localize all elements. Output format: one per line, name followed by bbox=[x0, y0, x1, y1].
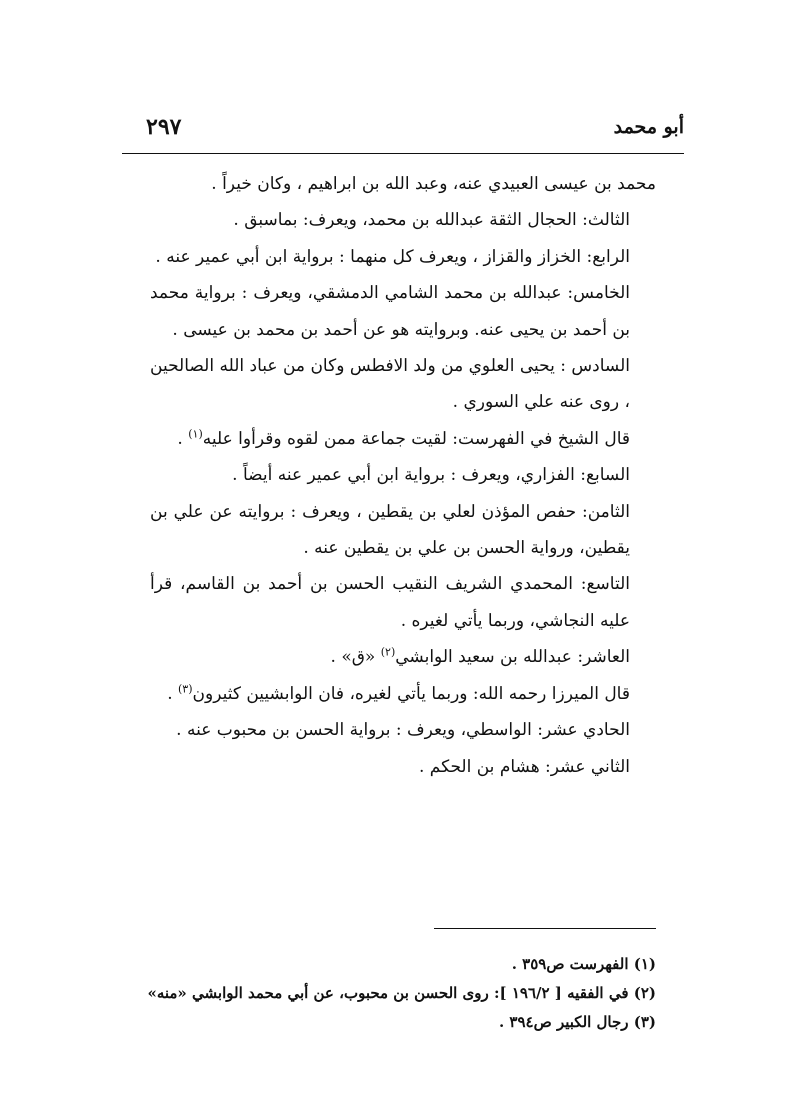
paragraph-text: الثامن: حفص المؤذن لعلي بن يقطين ، ويعرف : بروايته عن علي بن يقطين، ورواية الحسن بن علي بن يقطين عنه . bbox=[150, 501, 630, 559]
paragraph-text: محمد بن عيسى العبيدي عنه، وعبد الله بن ابراهيم ، وكان خيراً . bbox=[211, 174, 656, 194]
paragraph bbox=[150, 275, 656, 348]
paragraph-text: الحادي عشر: الواسطي، ويعرف : برواية الحسن بن محبوب عنه . bbox=[176, 720, 630, 741]
footnote-marker: (٢) bbox=[380, 645, 396, 659]
footnote: (٢) في الفقيه [ ١٩٦/٢ ]: روى الحسن بن محبوب، عن أبي محمد الوابشي «منه» bbox=[147, 984, 656, 1002]
footnote: (١) الفهرست ص٣٥٩ . bbox=[511, 955, 656, 973]
paragraph-text: الثاني عشر: هشام بن الحكم . bbox=[418, 756, 630, 777]
page-number: ٢٩٧ bbox=[146, 114, 182, 140]
paragraph bbox=[150, 348, 656, 421]
running-title: أبو محمد bbox=[613, 116, 684, 138]
paragraph-tail: . bbox=[167, 683, 178, 704]
paragraph bbox=[150, 457, 656, 493]
paragraph bbox=[150, 712, 656, 748]
paragraph-text: قال الشيخ في الفهرست: لقيت جماعة ممن لقوه وقرأوا عليه bbox=[202, 428, 630, 449]
body-text bbox=[150, 166, 656, 785]
paragraph-text: العاشر: عبدالله بن سعيد الوابشي bbox=[395, 647, 630, 668]
paragraph-text: السادس : يحيى العلوي من ولد الافطس وكان من عباد الله الصالحين ، روى عنه علي السوري . bbox=[150, 356, 630, 413]
paragraph bbox=[150, 421, 656, 457]
footnote-marker: (٣) bbox=[178, 682, 193, 696]
footnote-rule bbox=[434, 928, 656, 929]
paragraph bbox=[150, 494, 656, 567]
paragraph-tail: «ق» . bbox=[330, 647, 381, 668]
paragraph-text: الرابع: الخزاز والقزاز ، ويعرف كل منهما : برواية ابن أبي عمير عنه . bbox=[155, 246, 630, 267]
paragraph-text: التاسع: المحمدي الشريف النقيب الحسن بن أحمد بن القاسم، قرأ عليه النجاشي، وربما يأتي لغيره . bbox=[150, 574, 630, 631]
paragraph bbox=[150, 239, 656, 275]
paragraph bbox=[150, 639, 656, 675]
footnote-marker: (١) bbox=[188, 427, 203, 441]
paragraph-text: الثالث: الحجال الثقة عبدالله بن محمد، ويعرف: بماسبق . bbox=[233, 210, 630, 231]
paragraph-text: السابع: الفزاري، ويعرف : برواية ابن أبي عمير عنه أيضاً . bbox=[232, 465, 630, 486]
page-header bbox=[122, 112, 684, 152]
paragraph bbox=[150, 676, 656, 712]
footnotes bbox=[120, 950, 656, 1037]
footnote: (٣) رجال الكبير ص٣٩٤ . bbox=[498, 1013, 656, 1031]
paragraph-text: الخامس: عبدالله بن محمد الشامي الدمشقي، ويعرف : برواية محمد بن أحمد بن يحيى عنه. وبروايته هو عن أحمد بن محمد بن عيسى . bbox=[150, 283, 630, 340]
paragraph bbox=[150, 166, 656, 202]
paragraph bbox=[150, 202, 656, 238]
paragraph bbox=[150, 566, 656, 639]
paragraph-text: قال الميرزا رحمه الله: وربما يأتي لغيره، فان الوابشيين كثيرون bbox=[192, 683, 630, 704]
paragraph bbox=[150, 749, 656, 785]
paragraph-tail: . bbox=[177, 428, 189, 449]
header-rule bbox=[122, 153, 684, 154]
